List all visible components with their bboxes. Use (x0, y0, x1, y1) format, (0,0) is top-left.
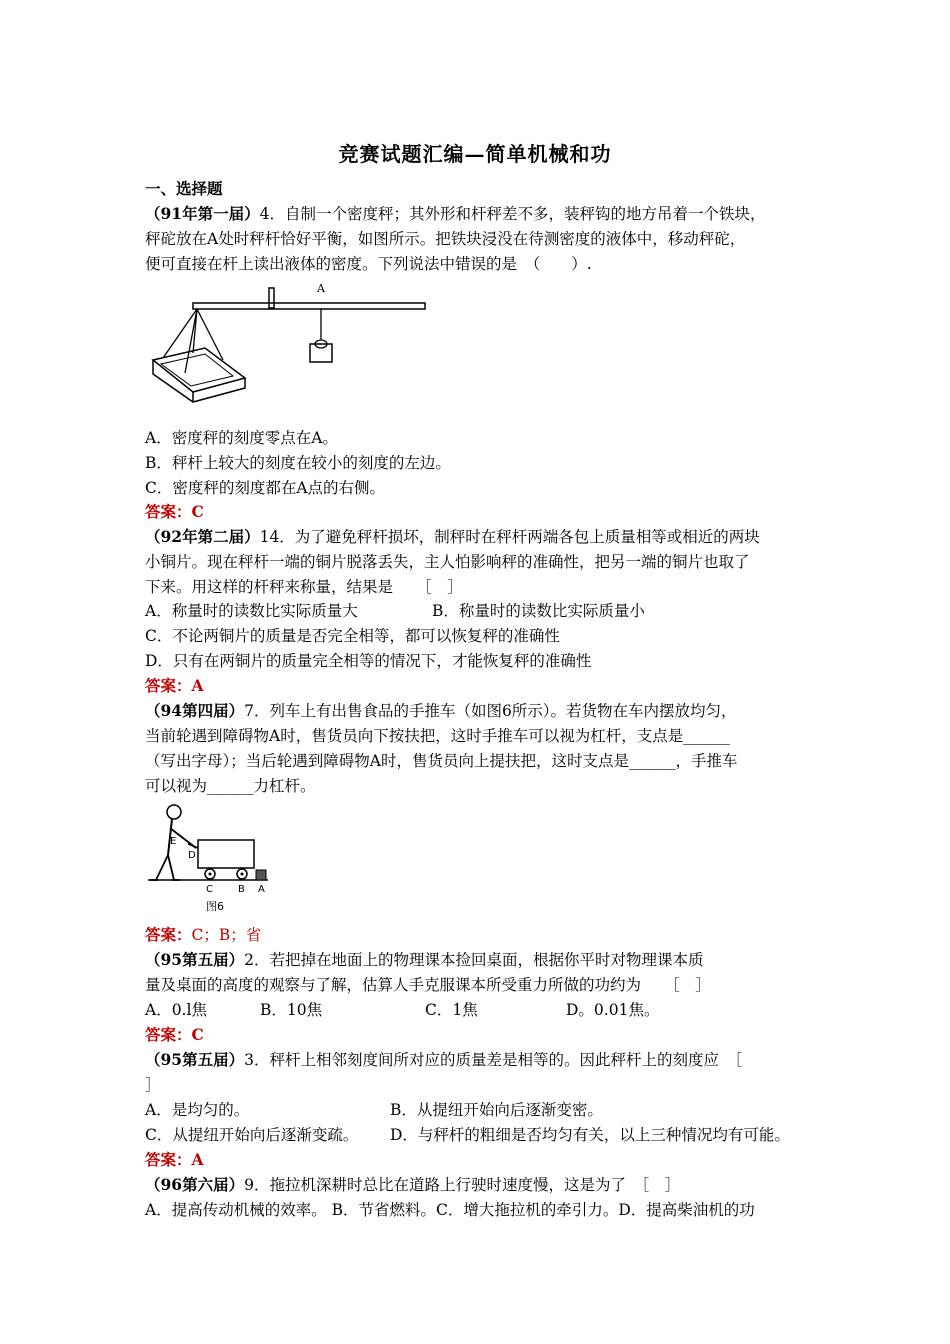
question-6-line-1 (145, 1175, 680, 1195)
question-4-option-a: A．0.l焦 (145, 1001, 207, 1019)
question-2-answer (145, 676, 204, 696)
question-1-tag: （91年第一届） (145, 204, 260, 223)
label-c: C (206, 884, 213, 895)
question-3-line-1 (145, 701, 737, 721)
answer-label: 答案： (145, 1025, 192, 1044)
question-2-line-3: 下来。用这样的杆秤来称量，结果是 ［ ］ (145, 578, 463, 596)
label-b: B (238, 884, 245, 895)
question-1-option-c: C．密度秤的刻度都在A点的右侧。 (145, 479, 386, 497)
answer-label: 答案： (145, 1150, 192, 1169)
question-5-option-b: B．从提纽开始向后逐渐变密。 (390, 1101, 603, 1119)
question-3-line-4: 可以视为______力杠杆。 (145, 777, 316, 795)
question-6-text: 9．拖拉机深耕时总比在道路上行驶时速度慢，这是为了 ［ ］ (244, 1176, 681, 1194)
cart-figure (148, 800, 278, 918)
section-heading: 一、选择题 (145, 179, 223, 198)
answer-label: 答案： (145, 925, 192, 944)
answer-value: C；B；省 (191, 926, 262, 944)
question-3-tag: （94第四届） (145, 701, 245, 720)
question-4-tag: （95第五届） (145, 950, 245, 969)
question-1-answer (145, 502, 204, 522)
label-e: E (170, 836, 177, 847)
question-2-tag: （92年第二届） (145, 527, 260, 546)
question-3-answer (145, 925, 261, 945)
question-2-text: 14．为了避免秤杆损坏，制秤时在秤杆两端各包上质量相等或相近的两块 (259, 528, 760, 546)
question-2-option-b: B．称量时的读数比实际质量小 (432, 602, 645, 620)
question-5-line-1 (145, 1050, 742, 1070)
question-2-line-1 (145, 527, 760, 547)
question-3-line-3: （写出字母）；当后轮遇到障碍物A时，售货员向上提扶把，这时支点是______，手推车 (145, 752, 738, 770)
question-2-option-a: A．称量时的读数比实际质量大 (145, 602, 358, 620)
answer-label: 答案： (145, 676, 192, 695)
question-3-line-2: 当前轮遇到障碍物A时，售货员向下按扶把，这时手推车可以视为杠杆，支点是______ (145, 727, 730, 745)
question-6-line-2: A．提高传动机械的效率。 B．节省燃料。C．增大拖拉机的牵引力。D．提高柴油机的功 (145, 1201, 755, 1219)
density-scale-figure (145, 278, 435, 408)
question-5-option-d: D．与秤杆的粗细是否均匀有关，以上三种情况均有可能。 (390, 1126, 790, 1144)
question-5-option-c: C．从提纽开始向后逐渐变疏。 (145, 1126, 359, 1144)
question-1-line-2: 秤砣放在A处时秤杆恰好平衡，如图所示。把铁块浸没在待测密度的液体中，移动秤砣， (145, 230, 746, 248)
question-6-tag: （96第六届） (145, 1175, 245, 1194)
question-4-option-d: D。0.01焦。 (566, 1001, 660, 1019)
question-1-line-3: 便可直接在杆上读出液体的密度。下列说法中错误的是 （ ）. (145, 255, 592, 273)
answer-value: C (191, 1025, 204, 1044)
answer-value: A (191, 1150, 204, 1169)
answer-label: 答案： (145, 502, 192, 521)
figure-caption: 图6 (206, 900, 224, 913)
question-4-text: 2．若把掉在地面上的物理课本捡回桌面，根据你平时对物理课本质 (244, 951, 704, 969)
question-5-line-2: ］ (145, 1076, 161, 1094)
question-5-option-a: A．是均匀的。 (145, 1101, 250, 1119)
question-1-option-a: A．密度秤的刻度零点在A。 (145, 429, 338, 447)
question-1-line-1 (145, 204, 765, 224)
question-1-text: 4．自制一个密度秤；其外形和杆秤差不多，装秤钩的地方吊着一个铁块， (259, 205, 766, 223)
question-4-option-b: B．10焦 (260, 1001, 323, 1019)
figure-label-a: A (317, 282, 325, 295)
answer-value: C (191, 502, 204, 521)
question-4-line-2: 量及桌面的高度的观察与了解，估算人手克服课本所受重力所做的功约为 ［ ］ (145, 976, 711, 994)
question-4-answer (145, 1025, 204, 1045)
question-5-text: 3．秤杆上相邻刻度间所对应的质量差是相等的。因此秤杆上的刻度应 ［ (244, 1051, 743, 1069)
question-2-line-2: 小铜片。现在秤杆一端的铜片脱落丢失，主人怕影响秤的准确性，把另一端的铜片也取了 (145, 553, 750, 571)
label-d: D (188, 850, 196, 861)
question-1-option-b: B．秤杆上较大的刻度在较小的刻度的左边。 (145, 454, 451, 472)
answer-value: A (191, 676, 204, 695)
page-title: 竞赛试题汇编—简单机械和功 (338, 142, 612, 166)
label-a: A (258, 884, 265, 895)
question-2-option-d: D．只有在两铜片的质量完全相等的情况下，才能恢复秤的准确性 (145, 652, 592, 670)
question-2-option-c: C．不论两铜片的质量是否完全相等，都可以恢复秤的准确性 (145, 627, 560, 645)
question-4-option-c: C．1焦 (425, 1001, 478, 1019)
question-4-line-1 (145, 950, 703, 970)
question-5-answer (145, 1150, 204, 1170)
question-3-text: 7．列车上有出售食品的手推车（如图6所示）。若货物在车内摆放均匀， (244, 702, 737, 720)
question-5-tag: （95第五届） (145, 1050, 245, 1069)
